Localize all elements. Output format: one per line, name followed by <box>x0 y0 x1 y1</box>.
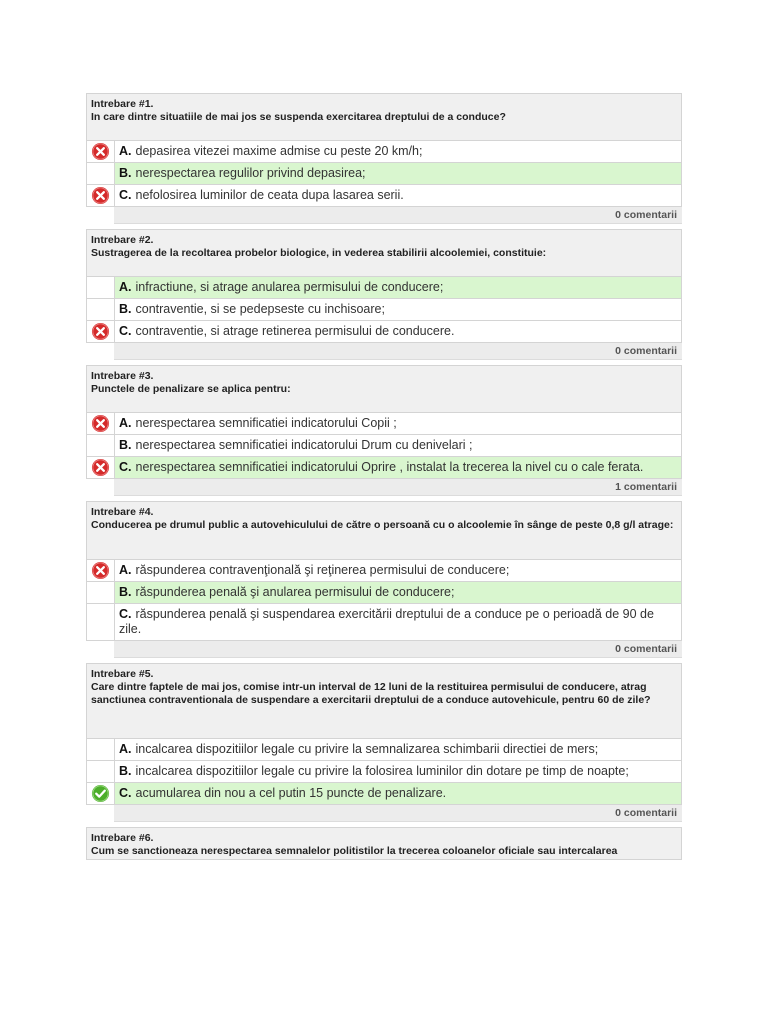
wrong-answer-icon <box>91 322 110 341</box>
comments-link[interactable]: 0 comentarii <box>114 641 682 658</box>
answer-text: răspunderea penală şi anularea permisului de conducere; <box>135 585 455 599</box>
answer-text: nefolosirea luminilor de ceata dupa lasarea serii. <box>135 188 404 202</box>
answer-text: nerespectarea semnificatiei indicatorului Oprire , instalat la trecerea la nivel cu o cale ferata. <box>135 460 644 474</box>
answer-option[interactable] <box>86 185 682 207</box>
answer-option[interactable] <box>86 435 682 457</box>
question-text: In care dintre situatiile de mai jos se suspenda exercitarea dreptului de a conduce? <box>91 111 506 123</box>
answer-letter: C. <box>119 460 132 474</box>
comments-link[interactable]: 0 comentarii <box>114 805 682 822</box>
question-header <box>86 663 682 739</box>
answer-option[interactable] <box>86 739 682 761</box>
answer-letter: A. <box>119 144 132 158</box>
answer-letter: C. <box>119 607 132 621</box>
answer-text: contraventie, si se pedepseste cu inchisoare; <box>135 302 385 316</box>
answer-text: acumularea din nou a cel putin 15 puncte de penalizare. <box>135 786 447 800</box>
answer-option[interactable] <box>86 604 682 641</box>
answer-option[interactable] <box>86 560 682 582</box>
answer-letter: A. <box>119 742 132 756</box>
wrong-answer-icon <box>91 561 110 580</box>
answer-letter: B. <box>119 764 132 778</box>
answer-option[interactable] <box>86 321 682 343</box>
answer-letter: A. <box>119 280 132 294</box>
comments-link[interactable]: 0 comentarii <box>114 207 682 224</box>
question-header <box>86 93 682 141</box>
question-1 <box>86 93 682 224</box>
answer-option[interactable] <box>86 141 682 163</box>
wrong-answer-icon <box>91 142 110 161</box>
question-text: Punctele de penalizare se aplica pentru: <box>91 383 291 395</box>
answer-letter: B. <box>119 302 132 316</box>
question-header <box>86 365 682 413</box>
answer-text: contraventie, si atrage retinerea permisului de conducere. <box>135 324 455 338</box>
answer-text: incalcarea dispozitiilor legale cu privire la folosirea luminilor din dotare pe timp de noapte; <box>135 764 629 778</box>
question-number: Intrebare #4. <box>91 506 154 518</box>
answer-letter: B. <box>119 438 132 452</box>
answer-text: nerespectarea regulilor privind depasirea; <box>135 166 366 180</box>
wrong-answer-icon <box>91 186 110 205</box>
wrong-answer-icon <box>91 458 110 477</box>
answer-text: răspunderea contravenţională şi reţinerea permisului de conducere; <box>135 563 510 577</box>
question-number: Intrebare #6. <box>91 832 154 844</box>
question-5 <box>86 663 682 822</box>
answer-text: răspunderea penală şi suspendarea exercitării dreptului de a conduce pe o perioadă de 90 de zile. <box>119 607 654 636</box>
answer-option-correct[interactable] <box>86 783 682 805</box>
answer-option[interactable] <box>86 413 682 435</box>
question-text: Care dintre faptele de mai jos, comise intr-un interval de 12 luni de la restituirea permisului de conducere, atrag sanctiunea contraventionala de suspendare a exercitarii dreptului de a conduce autovehicule, pentru 60 de zile? <box>91 681 651 706</box>
comments-link[interactable]: 1 comentarii <box>114 479 682 496</box>
answer-option-correct[interactable] <box>86 163 682 185</box>
answer-letter: C. <box>119 188 132 202</box>
answer-option-correct[interactable] <box>86 457 682 479</box>
answer-text: incalcarea dispozitiilor legale cu privire la semnalizarea schimbarii directiei de mers; <box>135 742 599 756</box>
answer-text: nerespectarea semnificatiei indicatorului Copii ; <box>135 416 397 430</box>
question-number: Intrebare #1. <box>91 98 154 110</box>
question-header <box>86 501 682 560</box>
question-text: Sustragerea de la recoltarea probelor biologice, in vederea stabilirii alcoolemiei, constituie: <box>91 247 547 259</box>
question-number: Intrebare #5. <box>91 668 154 680</box>
question-2 <box>86 229 682 360</box>
wrong-answer-icon <box>91 414 110 433</box>
question-6 <box>86 827 682 860</box>
answer-letter: B. <box>119 166 132 180</box>
question-text: Cum se sanctioneaza nerespectarea semnalelor politistilor la trecerea coloanelor oficiale sau intercalarea <box>91 845 618 857</box>
answer-text: depasirea vitezei maxime admise cu peste 20 km/h; <box>135 144 423 158</box>
question-4 <box>86 501 682 658</box>
question-3 <box>86 365 682 496</box>
answer-letter: B. <box>119 585 132 599</box>
answer-letter: A. <box>119 563 132 577</box>
question-text: Conducerea pe drumul public a autovehiculului de către o persoană cu o alcoolemie în sânge de peste 0,8 g/l atrage: <box>91 519 674 531</box>
question-header <box>86 827 682 860</box>
question-header <box>86 229 682 277</box>
answer-option[interactable] <box>86 761 682 783</box>
correct-answer-icon <box>91 784 110 803</box>
answer-letter: A. <box>119 416 132 430</box>
answer-option[interactable] <box>86 299 682 321</box>
question-list <box>86 93 682 865</box>
question-number: Intrebare #3. <box>91 370 154 382</box>
comments-link[interactable]: 0 comentarii <box>114 343 682 360</box>
answer-text: nerespectarea semnificatiei indicatorului Drum cu denivelari ; <box>135 438 473 452</box>
answer-text: infractiune, si atrage anularea permisului de conducere; <box>135 280 444 294</box>
answer-option-correct[interactable] <box>86 277 682 299</box>
answer-option-correct[interactable] <box>86 582 682 604</box>
question-number: Intrebare #2. <box>91 234 154 246</box>
answer-letter: C. <box>119 324 132 338</box>
answer-letter: C. <box>119 786 132 800</box>
